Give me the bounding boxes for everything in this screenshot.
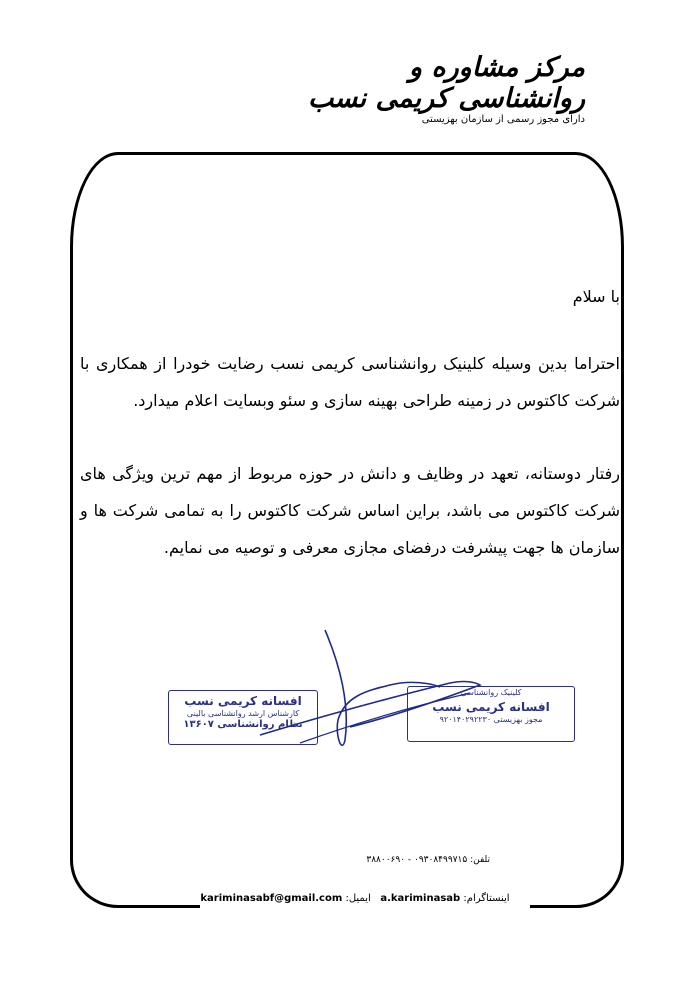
clinic-subtitle: دارای مجوز رسمی از سازمان بهزیستی [421,114,585,125]
stamp-name: افسانه کریمی نسب [184,694,302,708]
paragraph-2-text: رفتار دوستانه، تعهد در وظایف و دانش در حوزه مربوط از مهم ترین ویژگی های شرکت کاکتوس می باشد، براین اساس شرکت کاکتوس را به تمامی شرکت ها و سازمان ها جهت پیشرفت درفضای مجازی معرفی و توصیه می نمایم. [80,464,620,557]
email-label: ایمیل: [345,893,371,904]
footer-contacts [190,893,520,904]
footer-phone [230,855,490,865]
stamp-reg-label: نظام روانشناسی [217,719,303,730]
stamp-reg-number: ۱۳۶۰۷ [183,719,214,730]
stamp-clinic-name: افسانه کریمی نسب [432,700,550,714]
signature-image [240,625,490,775]
signature-stroke [260,682,480,735]
greeting-text: با سلام [572,287,620,306]
letter-paragraph-1 [80,345,620,419]
phone-label: تلفن: [470,855,490,865]
paragraph-1-text: احتراما بدین وسیله کلینیک روانشناسی کریمی نسب رضایت خودرا از همکاری با شرکت کاکتوس در زمینه طراحی بهینه سازی و سئو وبسایت اعلام میدارد. [80,354,620,410]
clinic-logo-title: مرکز مشاوره و روانشناسی کریمی نسب [308,52,585,114]
letter-paragraph-2 [80,455,620,566]
instagram-handle[interactable]: a.kariminasab [380,893,461,904]
instagram-label: اینستاگرام: [463,893,510,904]
email-address[interactable]: kariminasabf@gmail.com [200,893,343,904]
phone-value: ۰۹۳۰۸۴۹۹۷۱۵ - ۳۸۸۰۰۶۹۰ [366,855,468,865]
stamp-title: کارشناس ارشد روانشناسی بالینی [186,709,300,718]
stamp-clinic-label: کلینیک روانشناسی [460,688,522,697]
stamp-license: مجوز بهزیستی ۹۲۰۱۴۰۲۹۲۲۳۰ [439,715,543,724]
letter-greeting [80,278,620,315]
